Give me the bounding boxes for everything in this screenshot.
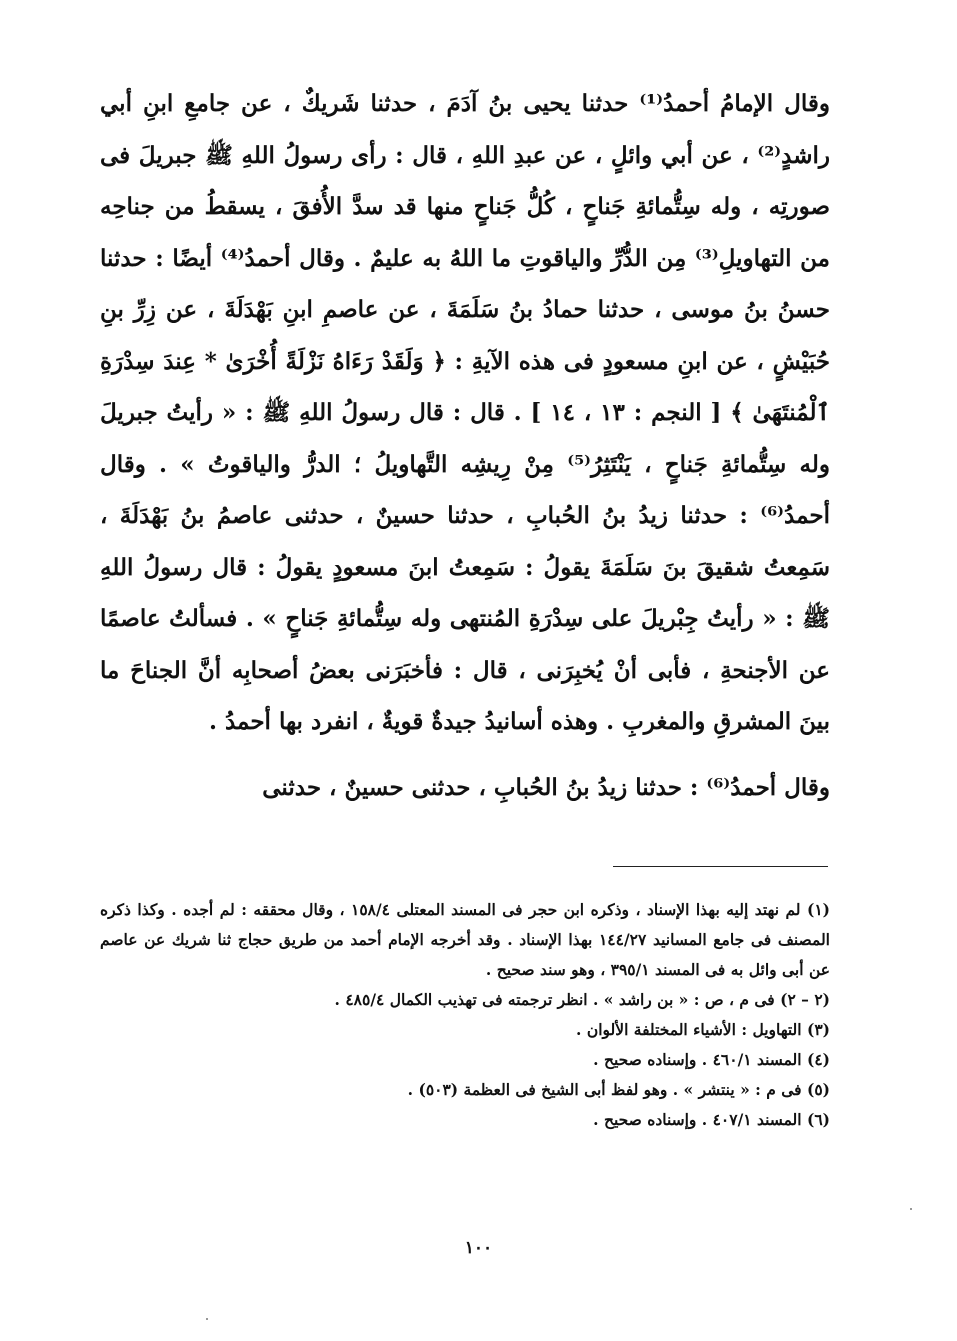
paragraph-1: وقال الإمامُ أحمدُ⁽¹⁾ حدثنا يحيى بنُ آدَمَ ، حدثنا شَريكٌ ، عن جامعِ ابنِ أبي راشدٍ⁽²⁾ ، عن أبي وائلٍ ، عن عبدِ اللهِ ، قال : رأى رسولُ اللهِ ﷺ جبريلَ فى صورتِه ، وله سِتُّمائةِ جَناحٍ ، كُلُّ جَناحٍ منها قد سدَّ الأُفقَ ، يسقطُ من جناحِه من التهاويلِ⁽³⁾ مِن الدُّرِّ والياقوتِ ما اللهُ به عليمٌ . وقال أحمدُ⁽⁴⁾ أيضًا : حدثنا حسنُ بنُ موسى ، حدثنا حمادُ بنُ سَلَمَةَ ، عن عاصمِ ابنِ بَهْدَلَةَ ، عن زِرِّ بنِ حُبَيْشٍ ، عن ابنِ مسعودٍ فى هذه الآيةِ : ﴿ وَلَقَدْ رَءَاهُ نَزْلَةً أُخْرَىٰ * عِندَ سِدْرَةِ ٱلْمُنتَهَىٰ ﴾ [ النجم : ١٣ ، ١٤ ] . قال : قال رسولُ اللهِ ﷺ : « رأيتُ جبريلَ وله سِتُّمائةِ جَناحٍ ، يَنْتَثِرُ⁽⁵⁾ مِنْ رِيشِه التَّهاويلُ ؛ الدرُّ والياقوتُ » . وقال أحمدُ⁽⁶⁾ : حدثنا زيدُ بنُ الحُبابِ ، حدثنا حسينٌ ، حدثنى عاصمُ بنُ بَهْدَلَةَ ، سَمِعتُ شقيقَ بنَ سَلَمَةَ يقولُ : سَمِعتُ ابنَ مسعودٍ يقولُ : قال رسولُ اللهِ ﷺ : « رأيتُ جِبْريلَ على سِدْرَةِ المُنتهى وله سِتُّمائةِ جَناحٍ » . فسألتُ عاصمًا عن الأجنحةِ ، فأبى أنْ يُخبِرَنى ، قال : فأخبَرَنى بعضُ أصحابِه أنَّ الجناحَ ما بينَ المشرقِ والمغربِ . وهذه أسانيدُ جيدةٌ قويةٌ ، انفرد بها أحمدُ . [100, 90, 831, 735]
footnote-6: (٦) المسند ٤٠٧/١ . وإسناده صحيح . [593, 1110, 830, 1129]
footnote-5: (٥) فى م : « ينتشر » . وهو لفظ أبى الشيخ فى العظمة (٥٠٣) . [407, 1080, 830, 1099]
footnotes [100, 895, 830, 1135]
footnote-separator [613, 866, 828, 867]
footnote-1: (١) لم نهتد إليه بهذا الإسناد ، وذكره ابن حجر فى المسند المعتلى ١٥٨/٤ ، وقال محققه : لم أجده . وكذا ذكره المصنف فى جامع المسانيد ١٤٤/٢٧ بهذا الإسناد . وقد أخرجه الإمام أحمد من طريق حجاج ثنا شريك عن عاصم عن أبى وائل به فى المسند ٣٩٥/١ ، وهو سند صحيح . [100, 900, 831, 979]
footnote-4: (٤) المسند ٤٦٠/١ . وإسناده صحيح . [593, 1050, 830, 1069]
scan-speck [910, 1208, 912, 1210]
paragraph-2: وقال أحمدُ⁽⁶⁾ : حدثنا زيدُ بنُ الحُبابِ ، حدثنى حسينٌ ، حدثنى [262, 773, 830, 801]
main-text [100, 78, 830, 813]
page-number: ١٠٠ [464, 1238, 493, 1258]
footnote-2: (٢ – ٢) فى م ، ص : « بن راشد » . انظر ترجمته فى تهذيب الكمال ٤٨٥/٤ . [334, 990, 830, 1009]
footnote-3: (٣) التهاويل : الأشياء المختلفة الألوان . [576, 1020, 830, 1039]
scan-speck [206, 1318, 208, 1320]
